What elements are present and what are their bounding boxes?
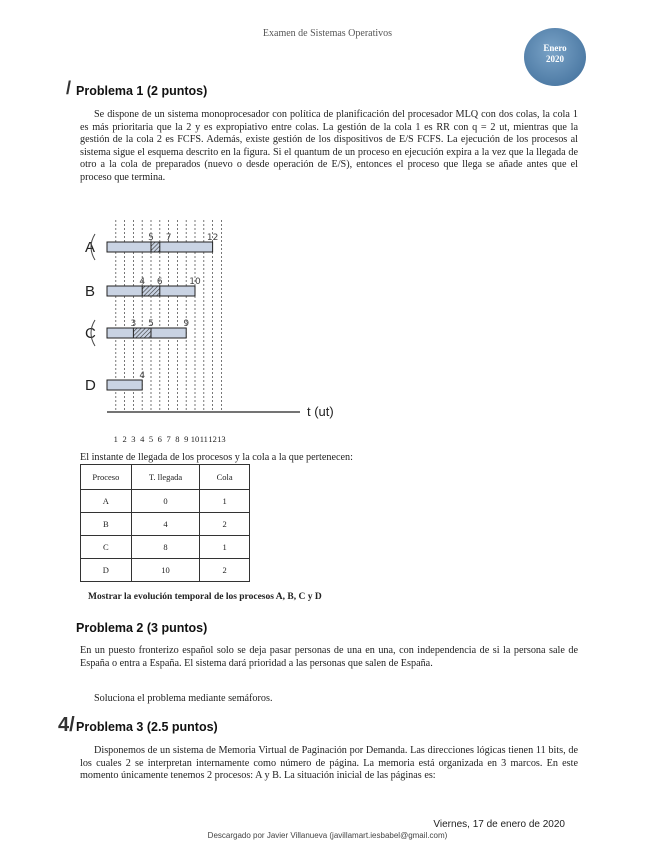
handwritten-number-mark: 4/ [58, 714, 75, 736]
table-row [81, 513, 250, 536]
footer-date: Viernes, 17 de enero de 2020 [433, 819, 565, 830]
process-bar [107, 380, 142, 390]
problem-3-heading: Problema 3 (2.5 puntos) [76, 720, 218, 734]
table-row [81, 559, 250, 582]
process-label: A [85, 239, 96, 256]
table-row [81, 536, 250, 559]
problem-3-text [80, 745, 578, 783]
io-segment [133, 328, 151, 338]
problem-1-heading: Problema 1 (2 puntos) [76, 84, 208, 98]
table-cell: 2 [200, 513, 250, 536]
table-cell: 4 [131, 513, 200, 536]
x-tick-label: 8 [175, 434, 180, 444]
io-segment [142, 286, 160, 296]
handwritten-annotation: 4 [139, 371, 146, 381]
badge-year: 2020 [546, 54, 564, 64]
table-cell: 8 [131, 536, 200, 559]
footer-download-note: Descargado por Javier Villanueva (javillamart.iesbabel@gmail.com) [207, 831, 448, 840]
table-cell: 1 [200, 536, 250, 559]
table-header-row [81, 465, 250, 490]
problem-2-instruction-block [80, 693, 578, 706]
table-intro [80, 452, 578, 465]
x-tick-label: 7 [166, 434, 171, 444]
table-cell: 10 [131, 559, 200, 582]
handwritten-annotation: 4 [139, 277, 146, 287]
x-axis-label: t (ut) [307, 404, 334, 419]
io-segment [151, 242, 160, 252]
handwritten-annotation: 9 [183, 319, 190, 329]
table-cell: A [81, 490, 132, 513]
problem-2-text [80, 645, 578, 670]
badge-month: Enero [543, 43, 567, 53]
problem-1-text [80, 109, 578, 185]
process-label: C [85, 325, 96, 342]
problem-2-instruction: Soluciona el problema mediante semáforos. [94, 693, 273, 704]
table-cell: C [81, 536, 132, 559]
table-cell: D [81, 559, 132, 582]
problem-1-paragraph: Se dispone de un sistema monoprocesador con política de planificación del procesador MLQ con dos colas, la cola 1 es más prioritaria que la 2 y es expropiativo entre colas. La gestión de la cola 1 es RR con q = 2 ut, mientras que la gestión de la cola 2 es FCFS. Además, existe gestión de los dispositivos de E/S FCFS. La ejecución de los procesos al sistema sigue el esquema descrito en la figura. Si el quantum de un proceso en ejecución expira a la vez que la llegada de otro a la cola de preparados (nuevo o desde operación de E/S), entonces el proceso que llega se añade antes que el proceso que termina. [80, 109, 578, 183]
problem-2-heading: Problema 2 (3 puntos) [76, 621, 208, 635]
x-tick-label: 13 [217, 434, 226, 444]
handwritten-annotation: 12 [206, 233, 219, 243]
x-tick-label: 3 [131, 434, 136, 444]
process-label: D [85, 377, 96, 394]
x-tick-label: 11 [199, 434, 208, 444]
x-tick-label: 9 [184, 434, 189, 444]
process-timeline-chart [85, 210, 334, 446]
date-badge [524, 28, 586, 86]
col-header: T. llegada [131, 465, 200, 490]
x-tick-label: 4 [140, 434, 145, 444]
handwritten-check-mark-1: / [66, 78, 72, 98]
table-intro-text: El instante de llegada de los procesos y la cola a la que pertenecen: [80, 452, 353, 463]
problem-3-paragraph: Disponemos de un sistema de Memoria Virtual de Paginación por Demanda. Las direcciones lógicas tienen 11 bits, de los cuales 2 se interpretan internamente como número de página. La memoria está organizada en 3 marcos. En este momento únicamente tenemos 2 procesos: A y B. La situación inicial de las páginas es: [80, 745, 578, 782]
x-tick-label: 5 [148, 434, 154, 444]
problem-1-task: Mostrar la evolución temporal de los procesos A, B, C y D [88, 592, 322, 602]
x-tick-label: 1 [113, 434, 118, 444]
handwritten-annotation: 7 [165, 233, 172, 243]
x-tick-label: 6 [157, 434, 162, 444]
handwritten-annotation: 6 [156, 277, 163, 287]
col-header: Cola [200, 465, 250, 490]
x-tick-label: 12 [208, 434, 217, 444]
x-tick-label: 2 [122, 434, 127, 444]
arrival-table [80, 464, 250, 582]
handwritten-annotation: 10 [189, 277, 201, 287]
handwritten-annotation: 5 [148, 319, 154, 329]
process-label: B [85, 283, 96, 300]
table-row [81, 490, 250, 513]
table-cell: 1 [200, 490, 250, 513]
problem-2-paragraph: En un puesto fronterizo español solo se deja pasar personas de una en una, con independencia de si la persona sale de España o entra a España. El sistema dará prioridad a las personas que salen de España. [80, 645, 578, 669]
table-cell: 0 [131, 490, 200, 513]
col-header: Proceso [81, 465, 132, 490]
table-cell: B [81, 513, 132, 536]
handwritten-annotation: 5 [148, 233, 154, 243]
x-tick-label: 10 [190, 434, 200, 444]
table-cell: 2 [200, 559, 250, 582]
handwritten-annotation: 3 [130, 319, 137, 329]
exam-title: Examen de Sistemas Operativos [262, 28, 393, 39]
